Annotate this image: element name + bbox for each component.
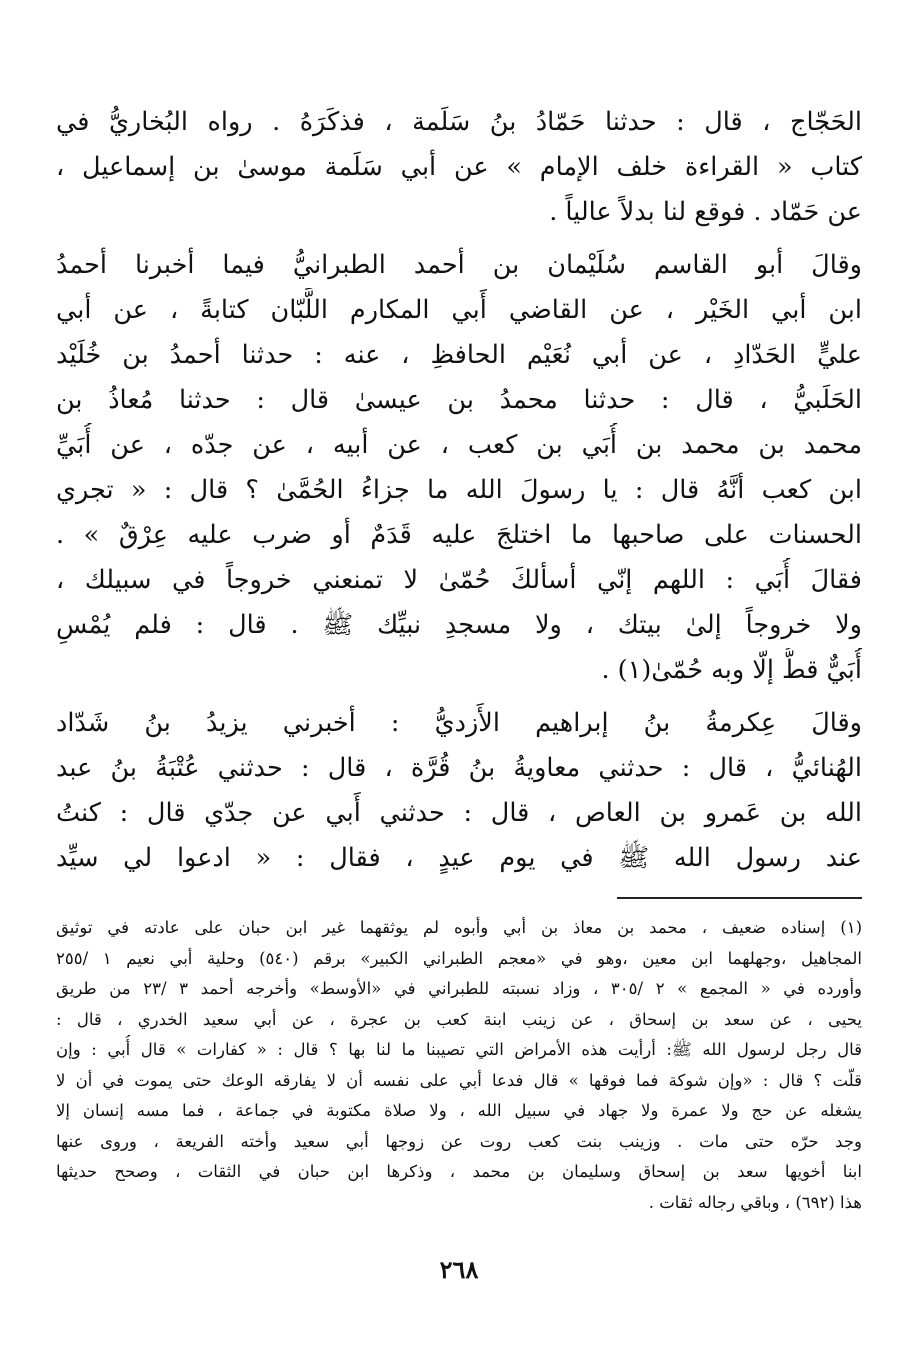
text-line: ابن كعب أنَّهُ قال : يا رسولَ الله ما جزاءُ الحُمَّىٰ ؟ قال : « تجري [56, 475, 862, 505]
paragraph-1 [56, 100, 862, 235]
text-line: الحَجّاج ، قال : حدثنا حَمّادُ بنُ سَلَمة ، فذكَرَهُ . رواه البُخاريُّ في [56, 107, 862, 137]
paragraph-gap [56, 693, 862, 701]
footnote-separator [617, 897, 862, 899]
paragraph-gap [56, 235, 862, 243]
footnote-line: يحيى ، عن سعد بن إسحاق ، عن زينب ابنة كعب بن عجرة ، عن أبي سعيد الخدري ، قال : [56, 1009, 862, 1029]
page-number: ٢٦٨ [439, 1255, 479, 1284]
book-page [56, 100, 862, 1340]
footnote-line: ابنا أخويها سعد بن إسحاق وسليمان بن محمد ، وذكرها ابن حبان في الثقات ، وصحح حديثها [56, 1162, 862, 1181]
text-line: وقالَ أبو القاسم سُلَيْمان بن أحمد الطبرانيُّ فيما أخبرنا أحمدُ [56, 250, 862, 280]
text-line: عن حَمّاد . فوقع لنا بدلاً عالياً . [549, 197, 862, 227]
footnote-line: يشغله عن حج ولا عمرة ولا جهاد في سبيل الله ، ولا صلاة مكتوبة في جماعة ، فما مسه إنسان إلا [56, 1101, 862, 1120]
text-line: الحسنات على صاحبها ما اختلجَ عليه قَدَمٌ أو ضرب عليه عِرْقٌ » . [56, 520, 862, 550]
text-line: الهُنائيُّ ، قال : حدثني معاويةُ بنُ قُرَّة ، قال : حدثني عُتْبَةُ بنُ عبد [56, 753, 862, 783]
footnote-line: وأورده في « المجمع » ٢ /٣٠٥ ، وزاد نسبته للطبراني في «الأوسط» وأخرجه أحمد ٣ /٢٣ من طريق [56, 979, 862, 998]
footnote-line: (١) إسناده ضعيف ، محمد بن معاذ بن أبي وأبوه لم يوثقهما غير ابن حبان على عادته في توثيق [56, 918, 862, 937]
text-line: ابن أبي الخَيْر ، عن القاضي أَبي المكارم اللَّبّان كتابةً ، عن أبي [56, 295, 862, 325]
text-line: كتاب « القراءة خلف الإمام » عن أبي سَلَمة موسىٰ بن إسماعيل ، [56, 152, 862, 182]
footnotes [56, 913, 862, 1218]
text-line: أُبَيٌّ قطُّ إلّا وبه حُمّىٰ(١) . [601, 655, 862, 685]
text-line: فقالَ أُبَي : اللهم إنّي أسألكَ حُمّىٰ لا تمنعني خروجاً في سبيلك ، [56, 565, 862, 595]
text-line: وقالَ عِكرمةُ بنُ إبراهيم الأَزديُّ : أخبرني يزيدُ بنُ شَدّاد [56, 708, 862, 738]
paragraph-2 [56, 243, 862, 693]
text-line: عند رسول الله ﷺ في يوم عيدٍ ، فقال : « ادعوا لي سيِّد [56, 843, 862, 873]
text-line: ولا خروجاً إلىٰ بيتك ، ولا مسجدِ نبيِّك ﷺ . قال : فلم يُمْسِ [56, 610, 862, 640]
footnote-line: المجاهيل ،وجهلهما ابن معين ،وهو في «معجم الطبراني الكبير» برقم (٥٤٠) وحلية أبي نعيم ١ /٢٥٥ [56, 948, 862, 968]
footnote-line: وجد حرّه حتى مات . وزينب بنت كعب روت عن زوجها أبي سعيد وأخته الفريعة ، وروى عنها [56, 1131, 862, 1151]
footnote-line: قلّت ؟ قال : «وإن شوكة فما فوقها » قال فدعا أبي على نفسه أن لا يفارقه الوعك حتى يموت في أن لا [56, 1070, 862, 1090]
footnote-line: هذا (٦٩٢) ، وباقي رجاله ثقات . [648, 1192, 862, 1212]
paragraph-3 [56, 701, 862, 881]
text-line: الله بن عَمرو بن العاص ، قال : حدثني أَبي عن جدّي قال : كنتُ [56, 798, 862, 828]
text-line: محمد بن محمد بن أُبَي بن كعب ، عن أبيه ، عن جدّه ، عن أُبَيِّ [56, 430, 862, 460]
footnote-line: قال رجل لرسول الله ﷺ: أرأيت هذه الأمراض التي تصيبنا ما لنا بها ؟ قال : « كفارات » قال أُبي : وإن [56, 1040, 862, 1059]
main-text [56, 100, 862, 881]
text-line: الحَلَبيُّ ، قال : حدثنا محمدُ بن عيسىٰ قال : حدثنا مُعاذُ بن [56, 385, 862, 415]
text-line: عليٍّ الحَدّادِ ، عن أبي نُعَيْم الحافظِ ، عنه : حدثنا أحمدُ بن خُلَيْد [56, 340, 862, 370]
